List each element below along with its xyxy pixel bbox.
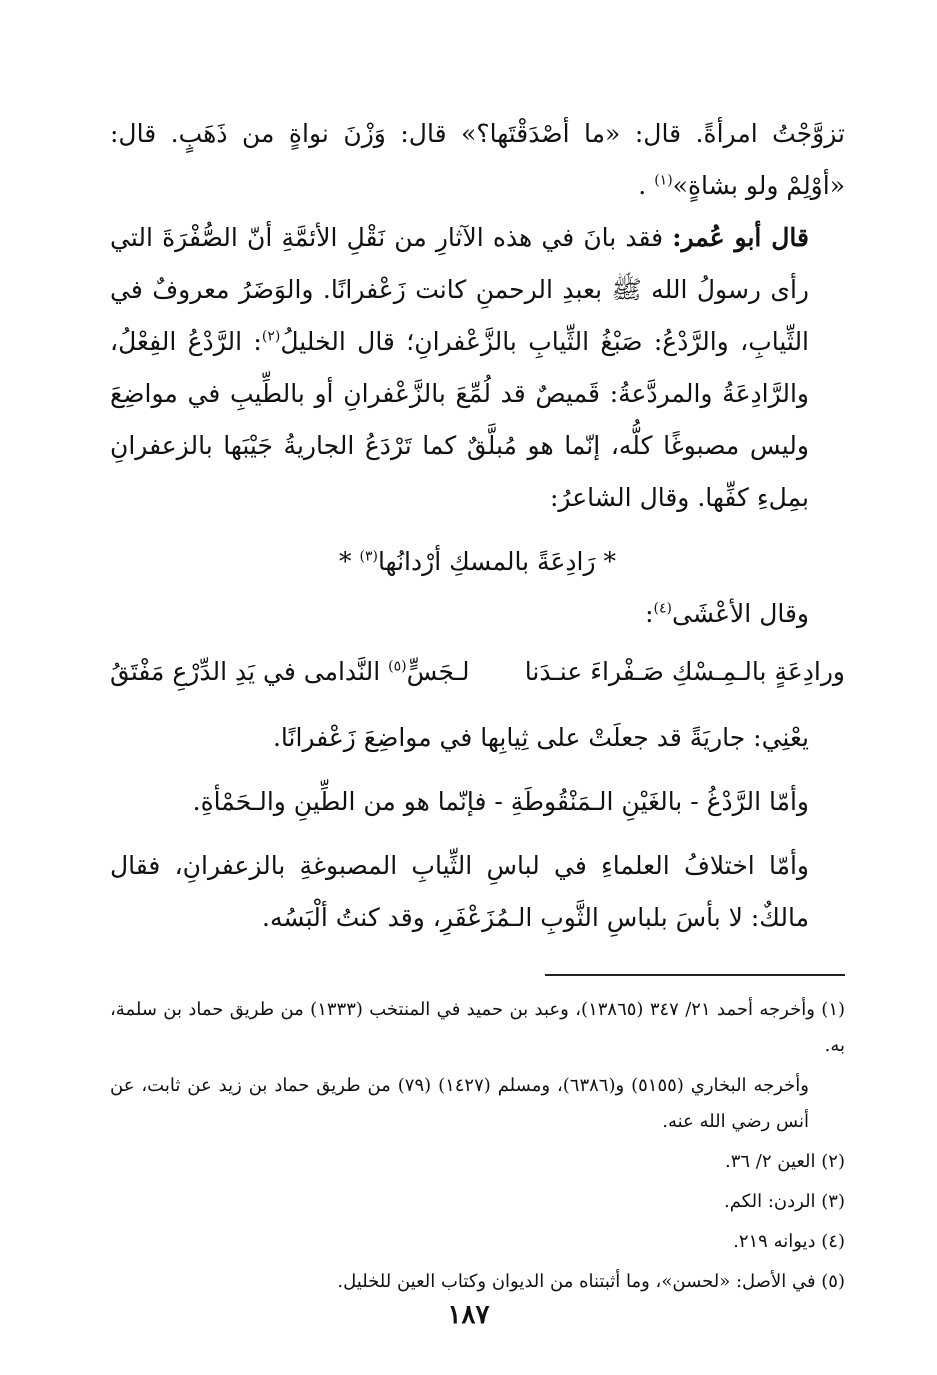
paragraph-1-text: تزوَّجْتُ امرأةً. قال: «ما أصْدَقْتَها؟» قال: وَزْنَ نواةٍ من ذَهَبٍ. قال: «أوْلِمْ ولو بشاةٍ» bbox=[110, 119, 845, 200]
paragraph-3-end: : bbox=[645, 599, 654, 628]
footnote-2: (٢) العين ٢/ ٣٦. bbox=[724, 1151, 845, 1172]
verse-1-text: * رَادِعَةً بالمسكِ أرْدانُها bbox=[377, 547, 616, 576]
paragraph-2-continuation: : الرَّدْعُ الفِعْلُ، والرَّادِعَةُ والمردَّعةُ: قَميصٌ قد لُمِّعَ بالزَّعْفرانِ أو بالطِّيبِ في مواضِعَ وليس مصبوغًا كلُّه، إنّما هو مُبلَّقٌ كما تَرْدَعُ الجاريةُ جَيْبَها بالزعفرانِ بمِلءِ كفِّها. وقال الشاعرُ: bbox=[110, 327, 809, 512]
poem-hemistich-left bbox=[110, 646, 470, 698]
footnote-3: (٣) الردن: الكم. bbox=[723, 1191, 845, 1212]
paragraph-2-text: فقد بانَ في هذه الآثارِ من نَقْلِ الأئمَّةِ أنّ الصُّفْرَةَ التي رأى رسولُ الله ﷺ بعبدِ الرحمنِ كانت زَعْفرانًا. والوَضَرُ معروفٌ في الثِّيابِ، والرَّدْعُ: صَبْغُ الثِّيابِ بالزَّعْفرانِ؛ قال الخليلُ bbox=[110, 223, 810, 356]
main-text bbox=[110, 108, 845, 944]
poem-left-start: لـجَسٍّ bbox=[406, 657, 470, 686]
footnote-5: (٥) في الأصل: «لحسن»، وما أثبتناه من الديوان وكتاب العين للخليل. bbox=[337, 1271, 845, 1292]
footnote-ref-3: (٣) bbox=[359, 548, 378, 565]
footnote-ref-5: (٥) bbox=[388, 658, 407, 675]
page-number: ١٨٧ bbox=[447, 1300, 490, 1330]
footnote-ref-2: (٢) bbox=[261, 328, 281, 345]
verse-1-end: * bbox=[339, 547, 360, 576]
verse-1 bbox=[110, 536, 845, 588]
footnote-1: (١) وأخرجه أحمد ٢١/ ٣٤٧ (١٣٨٦٥)، وعبد بن حميد في المنتخب (١٣٣٣) من طريق حماد بن سلمة، به. bbox=[110, 999, 846, 1056]
paragraph-2 bbox=[110, 212, 845, 524]
paragraph-5: وأمّا الرَّدْغُ - بالغَيْنِ الـمَنْقُوطَةِ - فإنّما هو من الطِّينِ والـحَمْأةِ. bbox=[192, 787, 809, 816]
footnote-ref-1: (١) bbox=[654, 172, 673, 189]
footnote-ref-4: (٤) bbox=[653, 600, 672, 617]
poem-hemistich-right: ورادِعَةٍ بالـمِـسْكِ صَـفْراءَ عنـدَنا bbox=[524, 657, 845, 686]
poem-left-end: النَّدامى في يَدِ الدِّرْعِ مَفْتَقُ bbox=[110, 657, 389, 686]
footnote-separator bbox=[545, 974, 845, 976]
paragraph-3 bbox=[110, 588, 845, 640]
paragraph-6: وأمّا اختلافُ العلماءِ في لباسِ الثِّيابِ المصبوغةِ بالزعفرانِ، فقال مالكٌ: لا بأسَ بلباسِ الثَّوبِ الـمُزَعْفَرِ، وقد كنتُ ألْبَسُه. bbox=[110, 851, 809, 932]
paragraph-3-text: وقال الأعْشَى bbox=[671, 599, 809, 628]
footnotes bbox=[110, 992, 845, 1300]
footnote-4: (٤) ديوانه ٢١٩. bbox=[733, 1231, 845, 1252]
paragraph-1-end: . bbox=[638, 171, 655, 200]
paragraph-1 bbox=[110, 108, 845, 212]
footnote-1-continued: وأخرجه البخاري (٥١٥٥) و(٦٣٨٦)، ومسلم (١٤٢٧) (٧٩) من طريق حماد بن زيد عن ثابت، عن أنس رضي الله عنه. bbox=[110, 1075, 810, 1132]
paragraph-2-lead: قال أبو عُمر: bbox=[672, 223, 809, 252]
paragraph-4: يعْنِي: جاريَةً قد جعلَتْ على ثِيابِها في مواضِعَ زَعْفرانًا. bbox=[272, 723, 809, 752]
poem-line bbox=[110, 646, 845, 698]
